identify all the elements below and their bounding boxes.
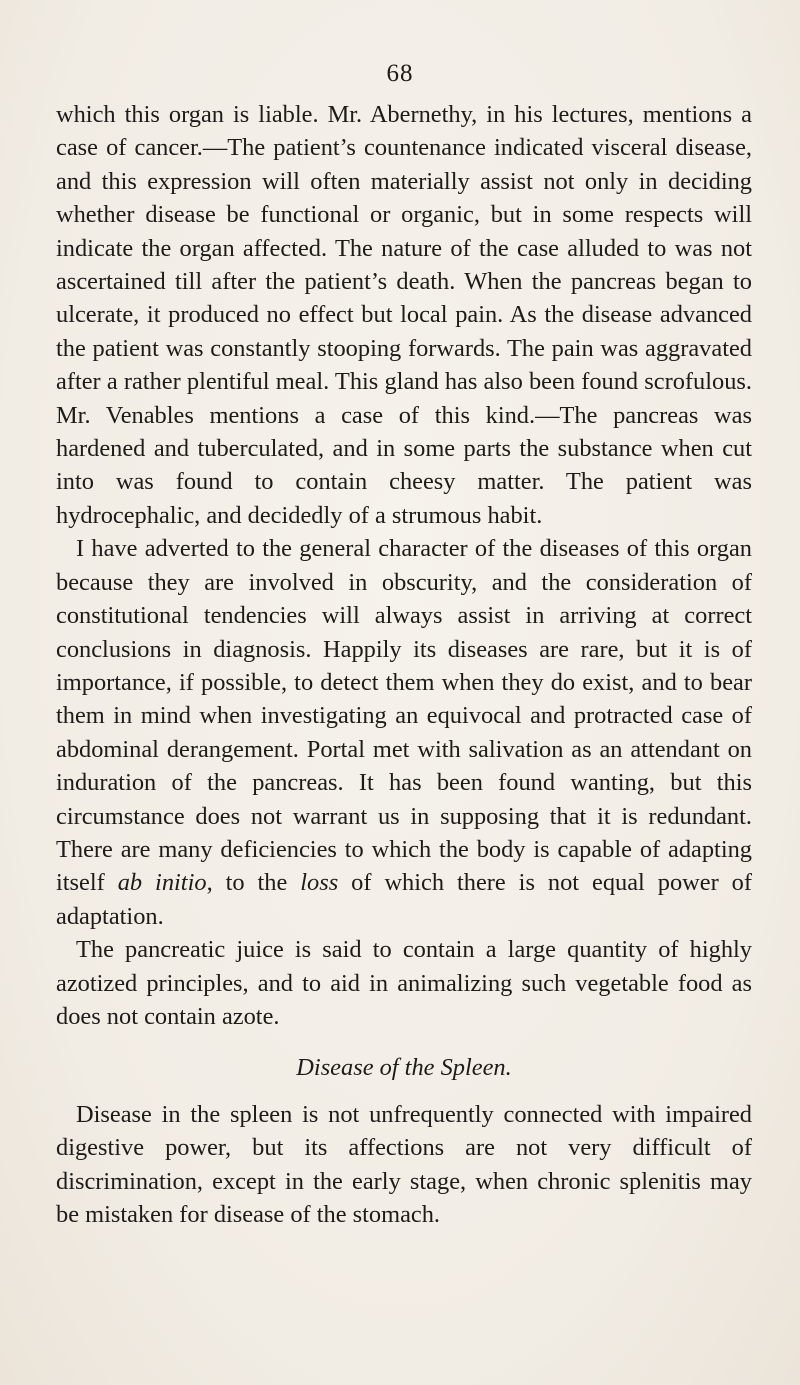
text-segment: I have adverted to the general character of the diseases of this organ because they are involved in obscurity, and the consideration of constitutional tendencies will always assist in arriving at correct conclusions in diagnosis. Happily its diseases are rare, but it is of importance, if possible, to detect them when they do exist, and to bear them in mind when investigating an equivocal and protracted case of abdominal derangement. Portal met with salivation as an attendant on induration of the pancreas. It has been found wanting, but this circumstance does not warrant us in supposing that it is redundant. There are many deficiencies to which the body is capable of adapting itself	[56, 535, 752, 897]
italic-phrase-ab-initio: ab initio	[117, 869, 207, 897]
paragraph-pancreatic-juice: The pancreatic juice is said to contain a large quantity of highly azotized principles, and to aid in animalizing such vegetable food as does not contain azote.	[56, 936, 752, 1030]
section-heading: Disease of the Spleen.	[296, 1054, 512, 1082]
paragraph-pancreas-character	[56, 532, 752, 933]
text-segment: , to the	[206, 869, 301, 897]
paragraph-pancreas-cases: which this organ is liable. Mr. Abernethy, in his lectures, mentions a case of cancer.—The patient’s countenance indicated visceral disease, and this expression will often materially assist not only in deciding whether disease be functional or organic, but in some respects will indicate the organ affected. The nature of the case alluded to was not ascertained till after the patient’s death. When the pancreas began to ulcerate, it produced no effect but local pain. As the disease advanced the patient was constantly stooping forwards. The pain was aggravated after a rather plentiful meal. This gland has also been found scrofulous. Mr. Venables mentions a case of this kind.—The pancreas was hardened and tuberculated, and in some parts the substance when cut into was found to contain cheesy matter. The patient was hydrocephalic, and decidedly of a strumous habit.	[56, 101, 752, 529]
page-number: 68	[386, 60, 414, 87]
paragraph-spleen: Disease in the spleen is not unfrequently connected with impaired digestive power, but its affections are not very difficult of discrimination, except in the early stage, when chronic splenitis may be mistaken for disease of the stomach.	[56, 1100, 752, 1228]
body-text	[56, 98, 752, 1231]
italic-word-loss: loss	[300, 869, 339, 897]
text-segment: of which there is not equal power of adaptation.	[56, 869, 752, 930]
